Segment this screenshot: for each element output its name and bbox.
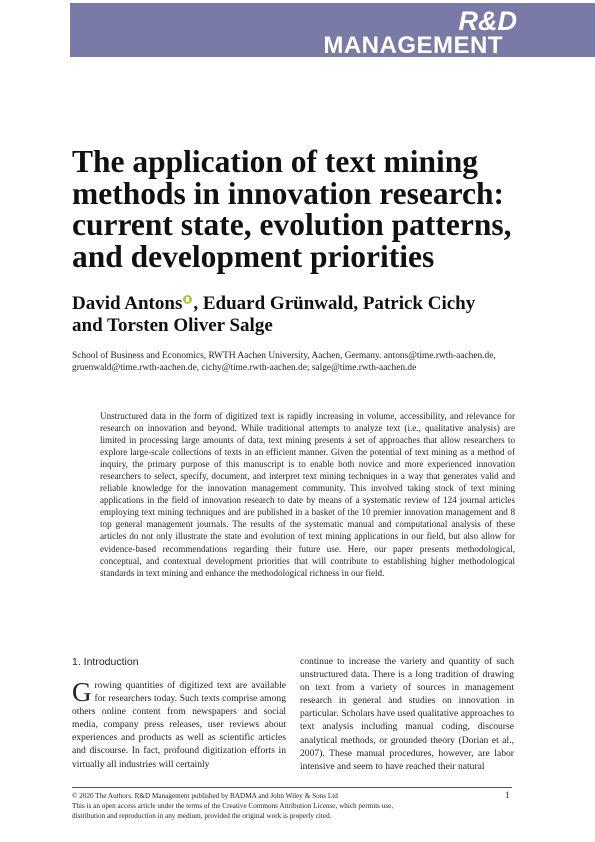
- author-rest: , Eduard Grünwald, Patrick Cichy: [193, 293, 476, 314]
- footer-line-3: distribution and reproduction in any medium, provided the original work is properly cited.: [72, 812, 332, 821]
- intro-column-right: [300, 655, 514, 773]
- footer-copyright: [72, 791, 432, 822]
- journal-logo-management: MANAGEMENT: [323, 32, 503, 59]
- footer-line-2: This is an open access article under the terms of the Creative Commons Attribution License, which permits use,: [72, 802, 394, 811]
- footer-line-1: © 2020 The Authors. R&D Management published by RADMA and John Wiley & Sons Ltd: [72, 792, 338, 800]
- footer-divider: [72, 787, 512, 788]
- intro-text-right: continue to increase the variety and quantity of such unstructured data. There is a long tradition of drawing on text from a variety of sources in management research in general and studies on innovation in particular. Scholars have used qualitative approaches to text analysis including manual coding, discourse analytical methods, or grounded theory (Dorian et al., 2007). These manual procedures, however, are labor intensive and seem to have reached their natural: [300, 656, 514, 772]
- author-affiliation: School of Business and Economics, RWTH Aachen University, Aachen, Germany. antons@time.rwth-aachen.de, gruenwald@time.rwth-aachen.de, cichy@time.rwth-aachen.de; salge@time.rwth-aachen.de: [72, 351, 496, 373]
- author-list: [72, 293, 542, 337]
- drop-cap: G: [72, 677, 92, 707]
- section-heading-introduction: 1. Introduction: [72, 656, 139, 668]
- page-number: 1: [505, 790, 510, 800]
- intro-column-left: [72, 679, 286, 771]
- article-title: The application of text mining methods in innovation research: current state, evolution patterns, and development priorities: [72, 144, 512, 274]
- journal-banner: [0, 0, 595, 60]
- author-line-2: and Torsten Oliver Salge: [72, 315, 273, 336]
- journal-logo[interactable]: [70, 3, 595, 57]
- abstract: Unstructured data in the form of digitized text is rapidly increasing in volume, accessibility, and relevance for research on innovation and beyond. While traditional attempts to analyze text (i.e., qualitative analysis) are limited in processing large amounts of data, text mining presents a set of approaches that allow researchers to explore large-scale collections of texts in an efficient manner. Given the potential of text mining as a method of inquiry, the primary purpose of this manuscript is to enable both novice and more experienced innovation researchers to select, specify, document, and interpret text mining techniques in a way that generates valid and reliable knowledge for the innovation management community. This involved taking stock of text mining applications in the field of innovation research to date by means of a systematic review of 124 journal articles employing text mining techniques and are published in a basket of the 10 premier innovation management and 8 top general management journals. The results of the systematic manual and computational analysis of these articles do not only illustrate the state and evolution of text mining applications in our field, but also allow for evidence-based recommendations regarding their future use. Here, our paper presents methodological, conceptual, and contextual development priorities that will contribute to establishing higher methodological standards in text mining and enhance the methodological richness in our field.: [100, 411, 515, 578]
- author-first: David Antons: [72, 293, 183, 314]
- journal-logo-rd: R&D: [458, 6, 517, 36]
- intro-text-left: rowing quantities of digitized text are available for researchers today. Such texts comprise among others online content from newspapers and social media, company press releases, user reviews about experiences and products as well as scientific articles and discourse. In fact, profound digitization efforts in virtually all industries will certainly: [72, 680, 286, 770]
- orcid-icon[interactable]: [183, 295, 192, 304]
